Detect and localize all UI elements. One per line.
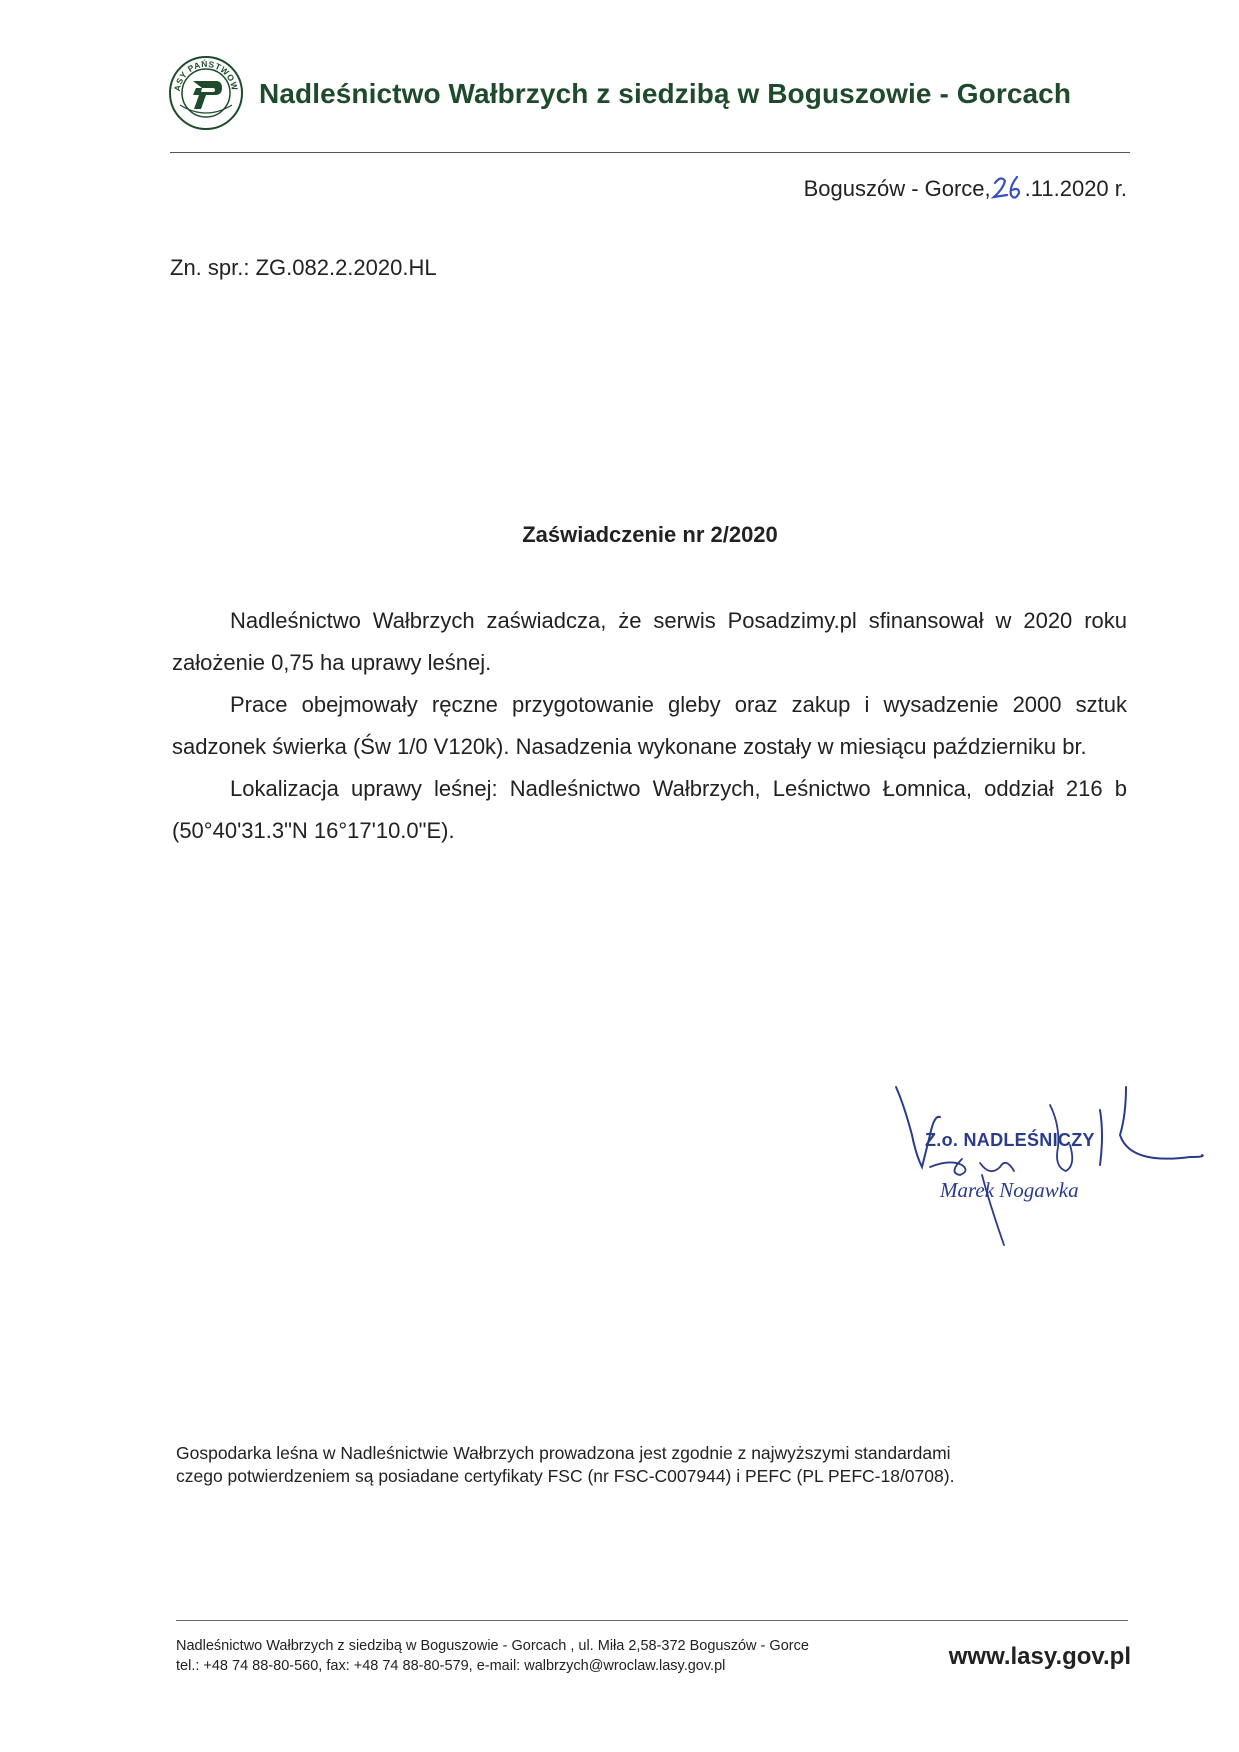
- date-rest: .11.2020 r.: [1024, 176, 1127, 201]
- signatory-name: Marek Nogawka: [940, 1178, 1079, 1202]
- document-title: Zaświadczenie nr 2/2020: [522, 522, 778, 547]
- reference-number: Zn. spr.: ZG.082.2.2020.HL: [170, 255, 437, 280]
- footer-website-link[interactable]: www.lasy.gov.pl: [948, 1643, 1131, 1670]
- signatory-title: Z.o. NADLEŚNICZY: [925, 1130, 1095, 1150]
- paragraph-location: Lokalizacja uprawy leśnej: Nadleśnictwo Wałbrzych, Leśnictwo Łomnica, oddział 216 b (50°40'31.3"N 16°17'10.0"E).: [172, 776, 1127, 843]
- footer-phone-email: tel.: +48 74 88-80-560, fax: +48 74 88-80-579, e-mail: walbrzych@wroclaw.lasy.gov.pl: [176, 1658, 726, 1674]
- certification-line-2: czego potwierdzeniem są posiadane certyfikaty FSC (nr FSC-C007944) i PEFC (PL PEFC-18/0708).: [176, 1466, 955, 1486]
- logo-arc-text: ASY PAŃSTWOW: [171, 58, 241, 93]
- footer-address: Nadleśnictwo Wałbrzych z siedzibą w Boguszowie - Gorcach , ul. Miła 2,58-372 Boguszów - Gorce: [176, 1638, 809, 1654]
- paragraph-financing: Nadleśnictwo Wałbrzych zaświadcza, że serwis Posadzimy.pl sfinansował w 2020 roku założenie 0,75 ha uprawy leśnej.: [172, 608, 1127, 675]
- date-place: Boguszów - Gorce,: [803, 176, 991, 201]
- certification-line-1: Gospodarka leśna w Nadleśnictwie Wałbrzych prowadzona jest zgodnie z najwyższymi standardami: [176, 1443, 951, 1463]
- footer-divider: [176, 1620, 1128, 1621]
- document-body: [172, 600, 1127, 852]
- header-divider: [170, 152, 1130, 153]
- organization-title: Nadleśnictwo Wałbrzych z siedzibą w Boguszowie - Gorcach: [259, 78, 1072, 109]
- handwritten-day: [991, 175, 1025, 201]
- certification-note: [176, 1442, 1121, 1488]
- paragraph-works: Prace obejmowały ręczne przygotowanie gleby oraz zakup i wysadzenie 2000 sztuk sadzonek świerka (Św 1/0 V120k). Nasadzenia wykonane zostały w miesiącu październiku br.: [172, 692, 1127, 759]
- document-date: [804, 175, 1127, 202]
- footer-contact: [176, 1636, 809, 1676]
- handwritten-signature: [890, 1075, 1210, 1255]
- lasy-panstwowe-logo-icon: [168, 55, 244, 131]
